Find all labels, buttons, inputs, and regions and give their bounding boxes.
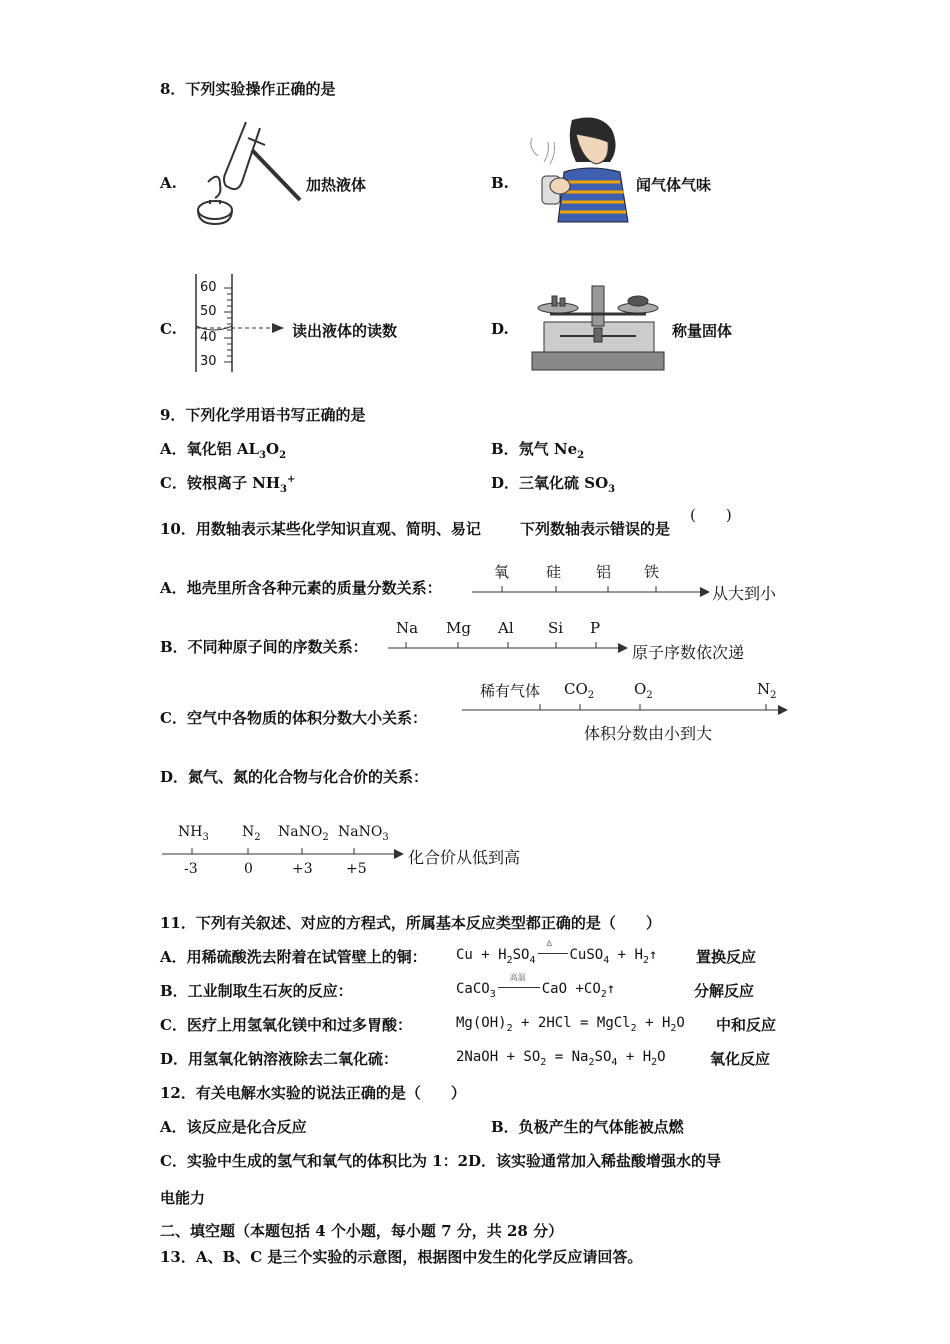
q8-option-b-caption: 闻气体气味 xyxy=(636,176,712,194)
q11-option-d-label: D．用氢氧化钠溶液除去二氧化硫： xyxy=(160,1050,399,1068)
q10c-number-axis xyxy=(460,700,790,720)
q11-stem: 11．下列有关叙述、对应的方程式，所属基本反应类型都正确的是（ ） xyxy=(160,914,661,932)
q9-option-b: B．氖气 $Ne_2$ xyxy=(491,440,585,461)
axis-d-nano3: NaNO$_3$ xyxy=(338,824,389,843)
q10a-number-axis xyxy=(470,580,710,600)
q10-answer-paren: ( ) xyxy=(690,506,732,524)
axis-a-oxygen: 氧 xyxy=(494,563,510,581)
axis-c-direction: 体积分数由小到大 xyxy=(584,724,713,743)
q10b-number-axis xyxy=(386,638,630,658)
axis-a-aluminum: 铝 xyxy=(596,563,612,581)
axis-b-si: Si xyxy=(548,619,564,637)
q10-option-c-label: C．空气中各物质的体积分数大小关系： xyxy=(160,709,427,727)
q11-option-a-type: 置换反应 xyxy=(696,948,757,966)
valence-0: 0 xyxy=(244,861,253,877)
q11-option-a-equation: $Cu + H_2SO_4$ △ CuSO$_4$ + $H_2↑$ xyxy=(456,938,658,966)
q11-option-c-type: 中和反应 xyxy=(716,1016,777,1034)
q12-option-cd: C．实验中生成的氢气和氧气的体积比为 1：2D．该实验通常加入稀盐酸增强水的导 xyxy=(160,1152,722,1170)
axis-d-nh3: $NH_3$ xyxy=(178,824,209,843)
q13-stem: 13．A、B、C 是三个实验的示意图，根据图中发生的化学反应请回答。 xyxy=(160,1248,643,1266)
heating-liquid-illustration xyxy=(190,120,300,230)
axis-a-direction: 从大到小 xyxy=(712,584,777,603)
q11-option-a-label: A．用稀硫酸洗去附着在试管壁上的铜： xyxy=(160,948,427,966)
scale-50: 50 xyxy=(200,304,217,319)
axis-d-n2: $N_2$ xyxy=(242,824,261,843)
axis-b-p: P xyxy=(590,619,601,637)
axis-d-direction: 化合价从低到高 xyxy=(408,848,521,867)
q12-continuation: 电能力 xyxy=(160,1189,206,1207)
axis-b-al: Al xyxy=(498,619,514,637)
q9-stem: 9．下列化学用语书写正确的是 xyxy=(160,406,366,424)
q10-stem-continued: 下列数轴表示错误的是 xyxy=(520,520,671,538)
q11-option-d-type: 氧化反应 xyxy=(710,1050,771,1068)
reaction-line xyxy=(538,953,568,954)
axis-c-n2: $N_2$ xyxy=(757,680,777,701)
q8-option-b-letter: B. xyxy=(491,174,509,192)
q11-option-c-equation: $Mg(OH)_2 + 2HCl$ = MgCl$_2$ + $H_2O$ xyxy=(456,1015,685,1034)
q11-option-c-label: C．医疗上用氢氧化镁中和过多胃酸： xyxy=(160,1016,412,1034)
q11-option-d-equation: 2NaOH + $SO_2 = Na_2SO_4 + H_2O$ xyxy=(456,1049,666,1068)
section-heading: 二、填空题（本题包括 4 个小题，每小题 7 分，共 28 分） xyxy=(160,1222,564,1240)
axis-a-iron: 铁 xyxy=(644,563,660,581)
q12-stem: 12．有关电解水实验的说法正确的是（ ） xyxy=(160,1084,466,1102)
axis-c-noble-gas: 稀有气体 xyxy=(480,682,541,700)
q12-option-a: A．该反应是化合反应 xyxy=(160,1118,307,1136)
axis-b-na: Na xyxy=(396,619,419,637)
scale-40: 40 xyxy=(200,330,217,345)
q8-option-d-caption: 称量固体 xyxy=(672,322,733,340)
q11-option-b-type: 分解反应 xyxy=(694,982,755,1000)
q10-option-d-label: D．氮气、氮的化合物与化合价的关系： xyxy=(160,768,429,786)
valence-plus-3: +3 xyxy=(292,861,313,877)
q8-stem: 8．下列实验操作正确的是 xyxy=(160,80,336,98)
q8-option-a-letter: A. xyxy=(160,174,177,192)
axis-a-silicon: 硅 xyxy=(546,563,562,581)
balance-scale-illustration xyxy=(530,282,666,372)
scale-30: 30 xyxy=(200,354,217,369)
axis-d-nano2: NaNO$_2$ xyxy=(278,824,329,843)
heat-condition: △ xyxy=(546,938,552,948)
valence-plus-5: +5 xyxy=(346,861,367,877)
axis-c-co2: $CO_2$ xyxy=(564,680,595,701)
q8-option-a-caption: 加热液体 xyxy=(306,176,367,194)
q8-option-c-letter: C. xyxy=(160,320,177,338)
q9-option-d: D．三氧化硫 $SO_3$ xyxy=(491,474,616,495)
q8-option-d-letter: D. xyxy=(491,320,509,338)
q10-option-b-label: B．不同种原子间的序数关系： xyxy=(160,638,368,656)
q9-option-a: A．氧化铝 $AL_3O_2$ xyxy=(160,440,287,461)
q12-option-b: B．负极产生的气体能被点燃 xyxy=(491,1118,684,1136)
q10-option-a-label: A．地壳里所含各种元素的质量分数关系： xyxy=(160,579,442,597)
valence-minus-3: -3 xyxy=(184,861,198,877)
axis-b-direction: 原子序数依次递 xyxy=(632,643,745,662)
q10d-number-axis xyxy=(162,846,406,866)
q9-option-c: C．铵根离子 $NH_3^+$ xyxy=(160,474,296,495)
reaction-line xyxy=(498,987,540,988)
high-temp-condition: 高温 xyxy=(509,973,526,982)
q11-option-b-label: B．工业制取生石灰的反应： xyxy=(160,982,353,1000)
q11-option-b-equation: CaCO$_3$ 高温 CaO $+CO_2↑$ xyxy=(456,973,616,1000)
smelling-gas-illustration xyxy=(520,112,632,224)
axis-b-mg: Mg xyxy=(446,619,471,637)
q8-option-c-caption: 读出液体的读数 xyxy=(292,322,398,340)
axis-c-o2: $O_2$ xyxy=(634,680,653,701)
scale-60: 60 xyxy=(200,280,217,295)
q10-stem: 10．用数轴表示某些化学知识直观、简明、易记 xyxy=(160,520,481,538)
